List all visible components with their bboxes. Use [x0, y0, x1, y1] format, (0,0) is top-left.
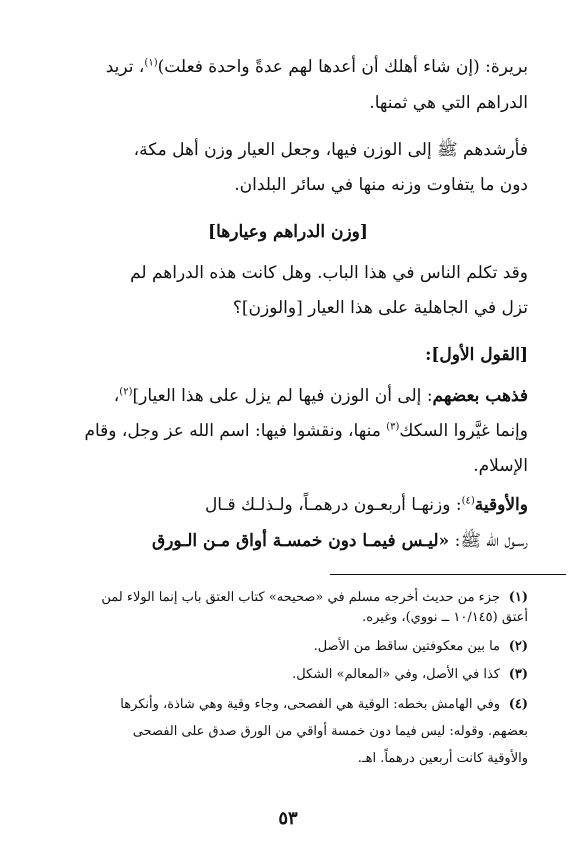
footnote-text: والأوقية كانت أربعين درهماً. اهـ.	[357, 751, 528, 766]
paragraph-5-line-2	[48, 530, 528, 552]
paragraph-4-line-1	[48, 385, 528, 407]
footnote-number: (٤)	[508, 697, 528, 712]
paragraph-3-line-2: تزل في الجاهلية على هذا العيار [والوزن]؟	[232, 298, 528, 318]
text-span: منها، ونقشوا فيها: اسم الله عز وجل، وقام	[84, 421, 387, 441]
page-number: ٥٣	[278, 808, 298, 829]
text-span: بريرة: (إن شاء أهلك أن أعدها لهم عدةً واحدة فعلت)	[157, 57, 528, 77]
first-opinion-heading: [القول الأول]:	[425, 345, 528, 365]
footnote-number: (٣)	[508, 667, 528, 682]
paragraph-4-line-3: الإسلام.	[473, 456, 528, 476]
bold-lead: فذهب بعضهم	[432, 386, 528, 406]
footnote-ref-3[interactable]: (٣)	[386, 421, 400, 433]
bold-lead: والأوقية	[474, 495, 528, 515]
footnote-1	[48, 589, 528, 607]
paragraph-3-line-1: وقد تكلم الناس في هذا الباب. وهل كانت هذه الدراهم لم	[130, 263, 528, 283]
paragraph-2-line-1: فأرشدهم ﷺ إلى الوزن فيها، وجعل العيار وزن أهل مكة،	[133, 140, 528, 160]
footnote-separator	[330, 574, 566, 575]
footnote-ref-4[interactable]: (٤)	[461, 495, 475, 507]
footnote-1-cont	[48, 609, 528, 627]
footnote-3	[48, 666, 528, 684]
hadith-quote: «ليـس فيمـا دون خمسـة أواق مـن الـورق	[152, 531, 450, 551]
footnote-2	[48, 638, 528, 656]
footnote-text: بعضهم. وقوله: ليس فيما دون خمسة أواقي من الورق صدق على الفصحى	[132, 724, 528, 739]
paragraph-5-line-1	[48, 494, 528, 516]
footnote-4-cont-2	[48, 750, 528, 768]
paragraph-4-line-2	[48, 420, 528, 442]
section-heading: [وزن الدراهم وعيارها]	[208, 222, 368, 242]
paragraph-2-line-2: دون ما يتفاوت وزنه منها في سائر البلدان.	[234, 175, 528, 195]
footnote-4	[48, 696, 528, 714]
footnote-4-cont-1	[48, 723, 528, 741]
footnote-text: جزء من حديث أخرجه مسلم في «صحيحه» كتاب العتق باب إنما الولاء لمن	[101, 590, 500, 605]
text-span: رسـول الله ﷺ:	[449, 531, 528, 551]
footnote-text: كذا في الأصل، وفي «المعالم» الشكل.	[292, 667, 500, 682]
paragraph-1-line-1	[48, 56, 528, 78]
text-span: ، تريد	[105, 57, 145, 77]
footnote-text: وفي الهامش بخطه: الوقية هي الفصحى، وجاء وقية وهي شاذة، وأنكرها	[120, 697, 500, 712]
footnote-number: (١)	[508, 590, 528, 605]
text-span: ،	[113, 386, 120, 406]
text-span: وإنما غيَّروا السكك	[399, 421, 528, 441]
footnote-ref-2[interactable]: (٢)	[119, 386, 133, 398]
text-span: : إلى أن الوزن فيها لم يزل على هذا العيار]	[132, 386, 433, 406]
footnote-number: (٢)	[508, 639, 528, 654]
footnote-ref-1[interactable]: (١)	[144, 57, 158, 69]
footnote-text: أعتق (١٠/١٤٥ ــ نووي)، وغيره.	[362, 610, 528, 625]
paragraph-1-line-2: الدراهم التي هي ثمنها.	[369, 93, 528, 113]
text-span: : وزنهـا أربعـون درهمـاً، ولـذلـك قـال	[204, 495, 462, 515]
footnote-text: ما بين معكوفتين ساقط من الأصل.	[313, 639, 500, 654]
